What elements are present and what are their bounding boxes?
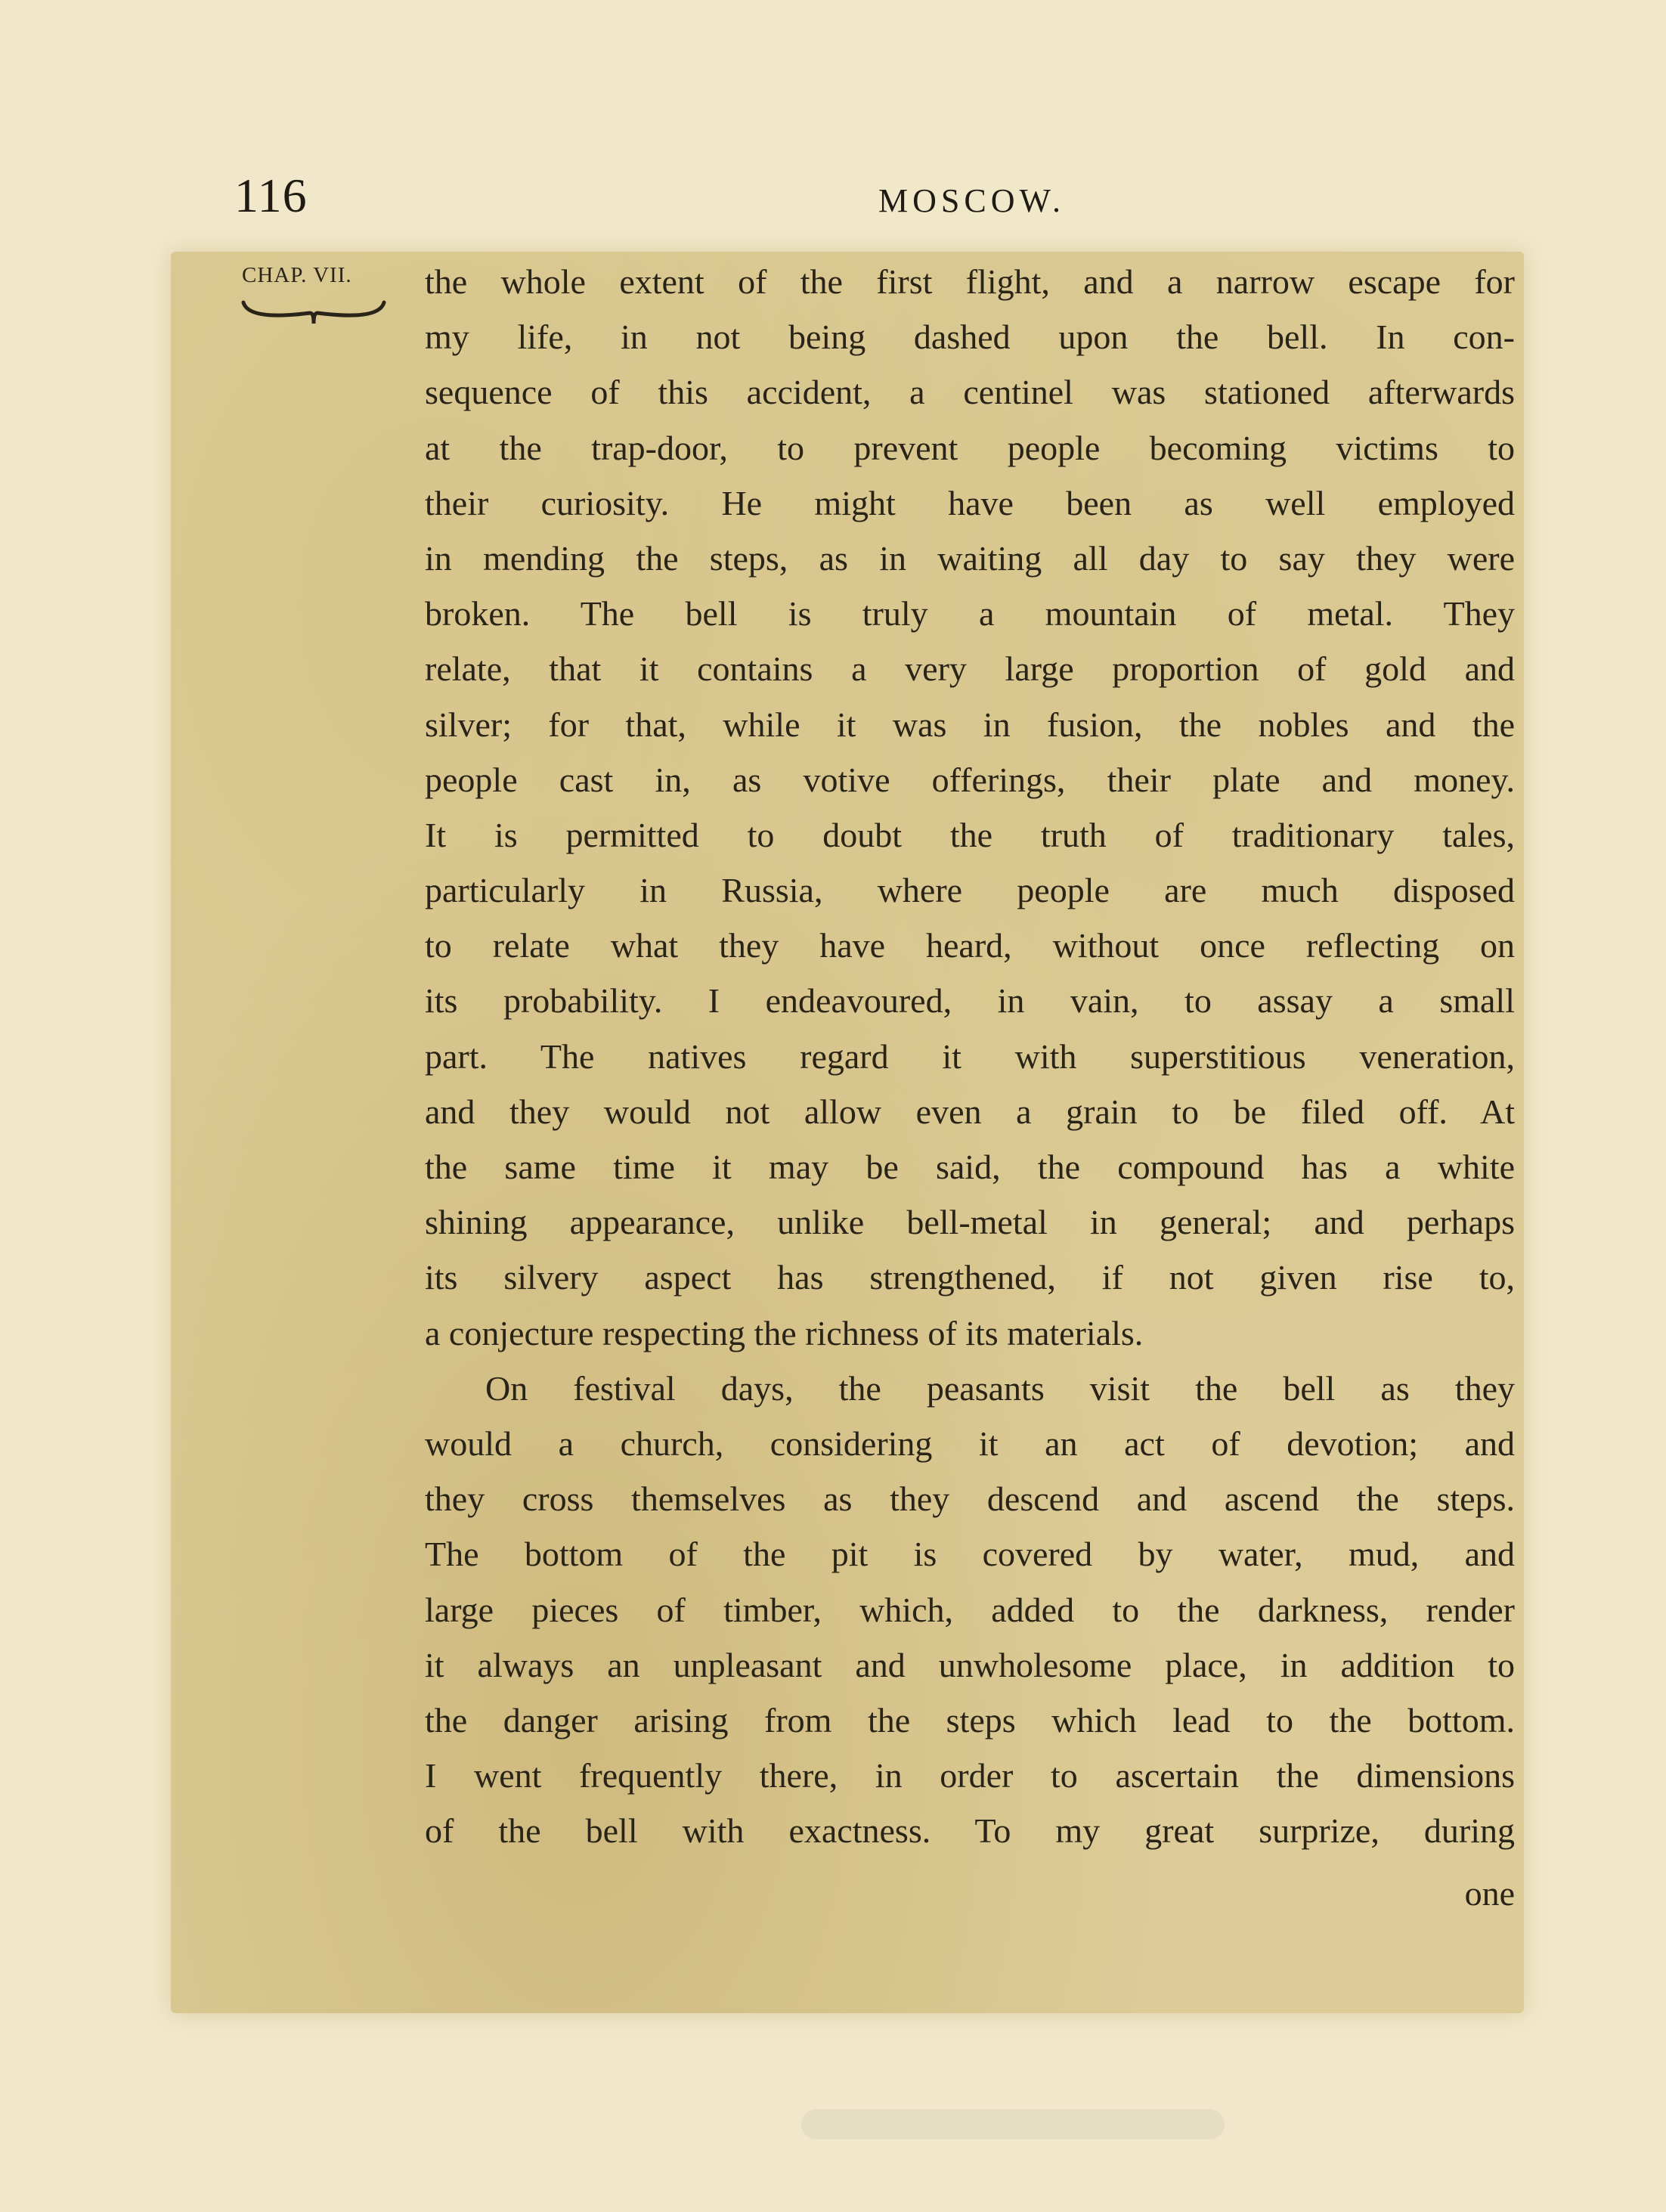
text-line: The bottom of the pit is covered by water, mud, and	[425, 1535, 1515, 1574]
text-line: particularly in Russia, where people are much disposed	[425, 871, 1515, 910]
show-through-smudge	[801, 2109, 1225, 2139]
chapter-brace-ornament	[240, 296, 387, 327]
text-line: at the trap-door, to prevent people becoming victims to	[425, 428, 1515, 467]
text-line: they cross themselves as they descend and ascend the steps.	[425, 1479, 1515, 1519]
body-text	[425, 254, 1515, 1858]
text-line: the danger arising from the steps which lead to the bottom.	[425, 1700, 1515, 1740]
text-line: their curiosity. He might have been as well employed	[425, 483, 1515, 522]
catchword: one	[1464, 1874, 1515, 1913]
text-line: sequence of this accident, a centinel was stationed afterwards	[425, 373, 1515, 412]
text-line: its probability. I endeavoured, in vain, to assay a small	[425, 981, 1515, 1021]
text-line: its silvery aspect has strengthened, if not given rise to,	[425, 1258, 1515, 1297]
text-line: would a church, considering it an act of devotion; and	[425, 1424, 1515, 1463]
text-line: my life, in not being dashed upon the bell. In con-	[425, 318, 1515, 357]
page-number: 116	[234, 169, 308, 222]
text-line: On festival days, the peasants visit the bell as they	[485, 1368, 1515, 1408]
text-line: part. The natives regard it with superstitious veneration,	[425, 1036, 1515, 1076]
text-line: broken. The bell is truly a mountain of metal. They	[425, 594, 1515, 634]
text-line: silver; for that, while it was in fusion, the nobles and the	[425, 705, 1515, 744]
running-title: MOSCOW.	[878, 182, 1065, 219]
text-line: a conjecture respecting the richness of its materials.	[425, 1313, 1144, 1352]
text-line: large pieces of timber, which, added to the darkness, render	[425, 1590, 1515, 1629]
text-line: people cast in, as votive offerings, their plate and money.	[425, 760, 1515, 799]
text-line: and they would not allow even a grain to be filed off. At	[425, 1092, 1515, 1131]
text-line: relate, that it contains a very large proportion of gold and	[425, 649, 1515, 689]
text-line: I went frequently there, in order to ascertain the dimensions	[425, 1756, 1515, 1795]
text-line: shining appearance, unlike bell-metal in general; and perhaps	[425, 1203, 1515, 1242]
text-line: to relate what they have heard, without once reflecting on	[425, 926, 1515, 965]
text-line: it always an unpleasant and unwholesome place, in addition to	[425, 1645, 1515, 1684]
text-line: the whole extent of the first flight, and a narrow escape for	[425, 262, 1515, 301]
text-line: of the bell with exactness. To my great surprize, during	[425, 1811, 1515, 1851]
text-line: It is permitted to doubt the truth of traditionary tales,	[425, 815, 1515, 854]
chapter-margin-note: CHAP. VII.	[242, 263, 352, 287]
text-line: in mending the steps, as in waiting all day to say they were	[425, 538, 1515, 578]
text-line: the same time it may be said, the compound has a white	[425, 1148, 1515, 1186]
